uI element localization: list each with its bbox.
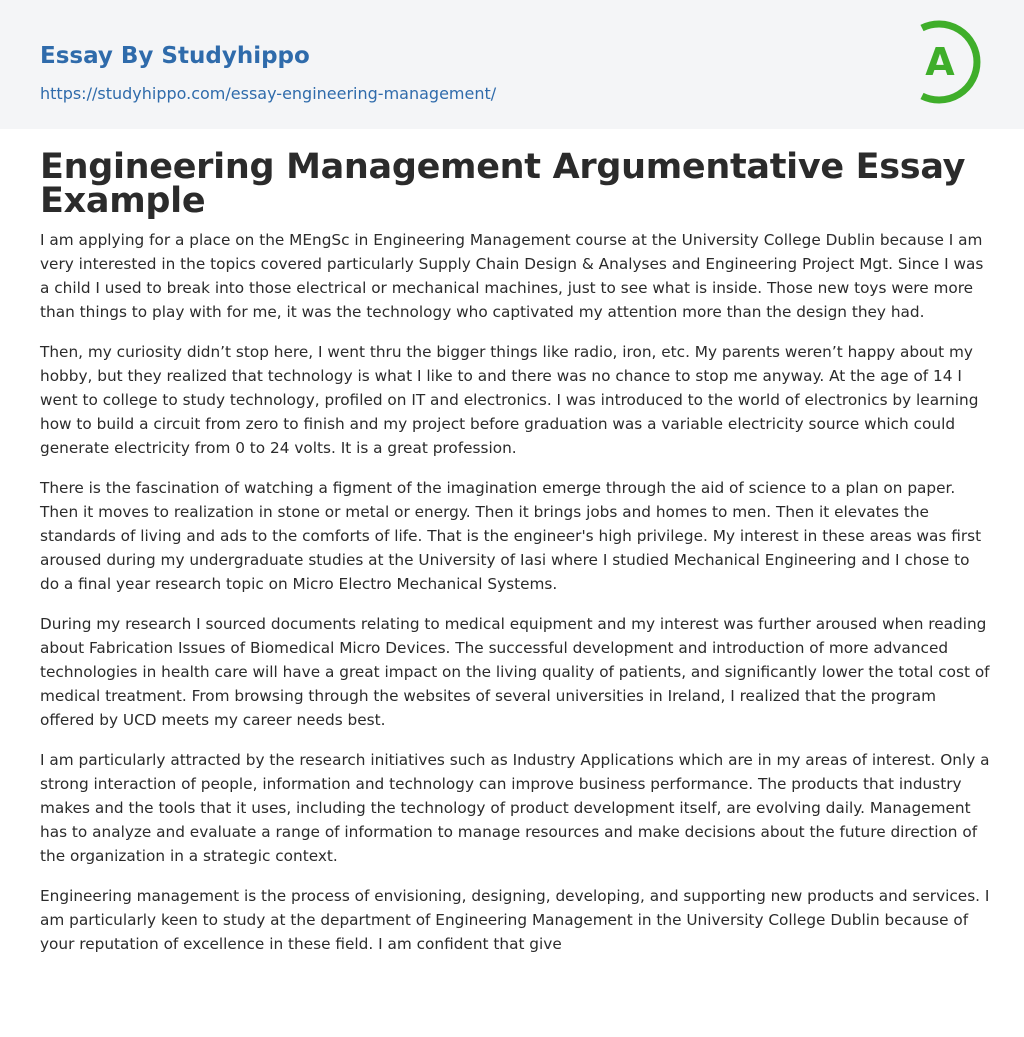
site-brand-title[interactable]: Essay By Studyhippo	[40, 43, 310, 69]
essay-paragraph: Engineering management is the process of envisioning, designing, developing, and supporting new products and services. I am particularly keen to study at the department of Engineering Management in the University College Dublin because of your reputation of excellence in these field. I am confident that give	[40, 887, 990, 953]
essay-url-link[interactable]: https://studyhippo.com/essay-engineering-management/	[40, 84, 497, 103]
studyhippo-logo-icon[interactable]	[912, 18, 988, 106]
essay-paragraph: Then, my curiosity didn’t stop here, I went thru the bigger things like radio, iron, etc. My parents weren’t happy about my hobby, but they realized that technology is what I like to and there was no chance to stop me anyway. At the age of 14 I went to college to study technology, profiled on IT and electronics. I was introduced to the world of electronics by learning how to build a circuit from zero to finish and my project before graduation was a variable electricity source which could generate electricity from 0 to 24 volts. It is a great profession.	[40, 343, 979, 457]
essay-paragraph: During my research I sourced documents relating to medical equipment and my interest was further aroused when reading about Fabrication Issues of Biomedical Micro Devices. The successful development and introduction of more advanced technologies in health care will have a great impact on the living quality of patients, and significantly lower the total cost of medical treatment. From browsing through the websites of several universities in Ireland, I realized that the program offered by UCD meets my career needs best.	[40, 615, 990, 729]
site-header	[0, 0, 1024, 129]
essay-body	[40, 228, 990, 972]
essay-paragraph: I am particularly attracted by the research initiatives such as Industry Applications which are in my areas of interest. Only a strong interaction of people, information and technology can improve business performance. The products that industry makes and the tools that it uses, including the technology of product development itself, are evolving daily. Management has to analyze and evaluate a range of information to manage resources and make decisions about the future direction of the organization in a strategic context.	[40, 751, 990, 865]
essay-paragraph: I am applying for a place on the MEngSc in Engineering Management course at the University College Dublin because I am very interested in the topics covered particularly Supply Chain Design & Analyses and Engineering Project Mgt. Since I was a child I used to break into those electrical or mechanical machines, just to see what is inside. Those new toys were more than things to play with for me, it was the technology who captivated my attention more than the design they had.	[40, 231, 984, 321]
essay-title: Engineering Management Argumentative Essay Example	[40, 147, 966, 221]
logo-letter: A	[925, 40, 955, 84]
essay-paragraph: There is the fascination of watching a figment of the imagination emerge through the aid of science to a plan on paper. Then it moves to realization in stone or metal or energy. Then it brings jobs and homes to men. Then it elevates the standards of living and ads to the comforts of life. That is the engineer's high privilege. My interest in these areas was first aroused during my undergraduate studies at the University of Iasi where I studied Mechanical Engineering and I chose to do a final year research topic on Micro Electro Mechanical Systems.	[40, 479, 982, 593]
